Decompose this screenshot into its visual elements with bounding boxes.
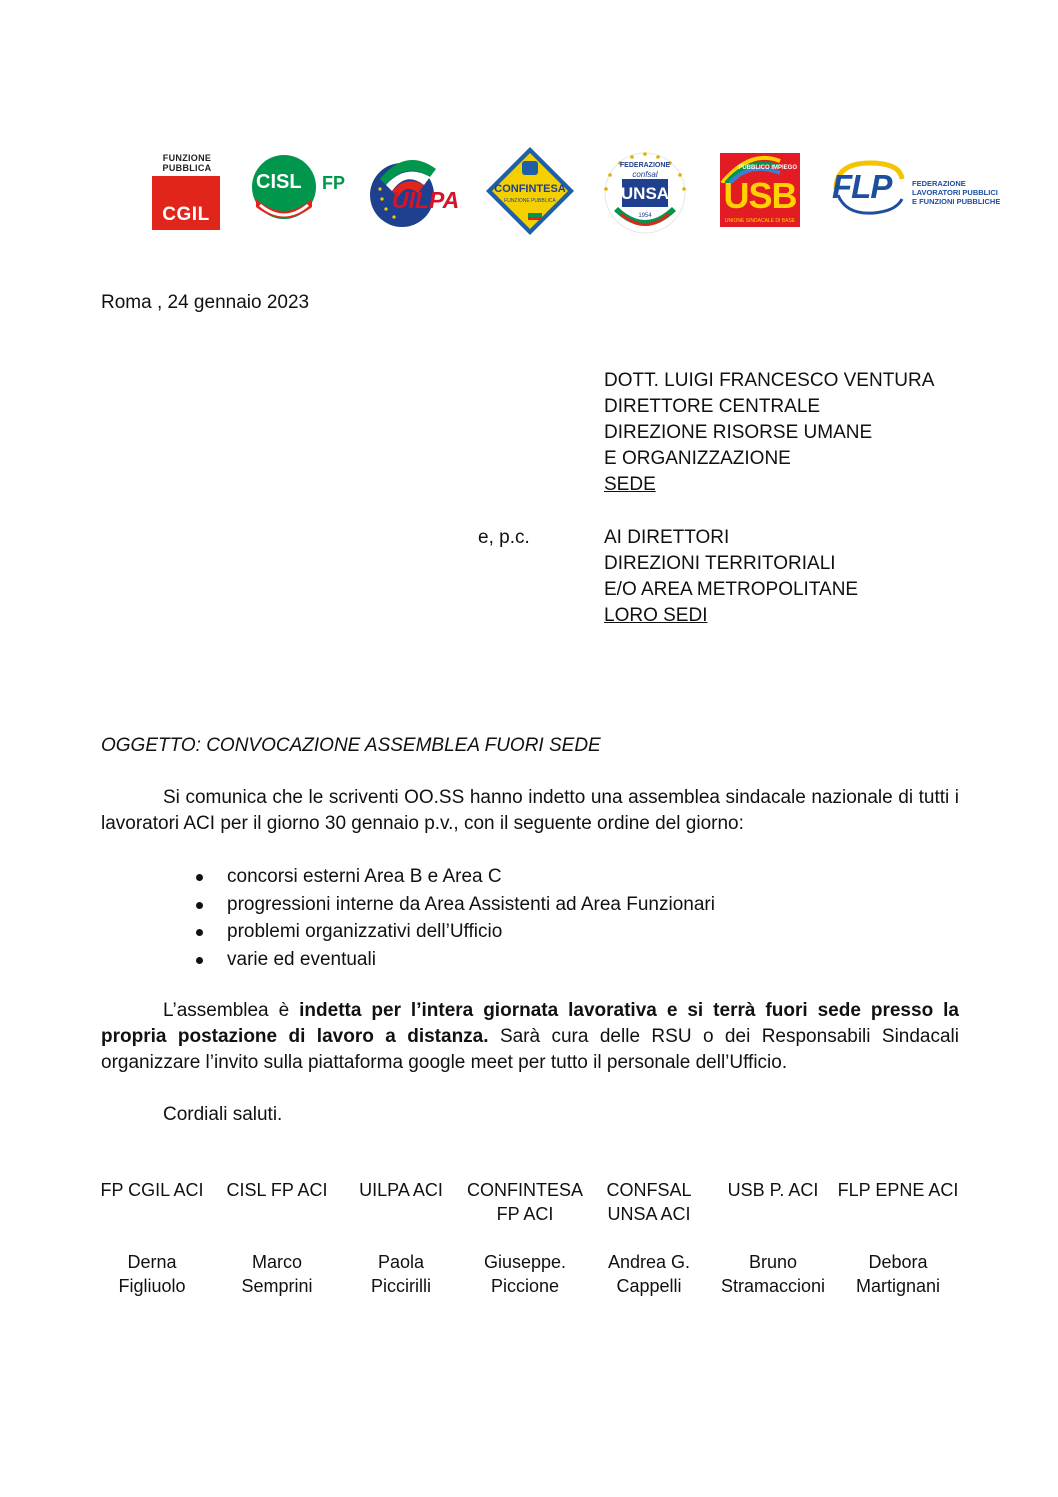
recipient-line: DOTT. LUIGI FRANCESCO VENTURA [604, 370, 935, 391]
signatory-last-name: Figliuolo [118, 1276, 186, 1296]
bullet-icon [196, 902, 203, 909]
signatory-last-name: Piccione [490, 1276, 560, 1296]
agenda-item-text: problemi organizzativi dell’Ufficio [227, 921, 503, 942]
signatory-last-name: Martignani [855, 1276, 941, 1296]
recipient-block [604, 368, 934, 498]
place-date: Roma , 24 gennaio 2023 [101, 292, 310, 313]
uilpa-logo [366, 153, 466, 229]
signatory-org: CONFINTESA [466, 1180, 583, 1200]
agenda-list [190, 863, 715, 973]
recipient-line: DIREZIONE RISORSE UMANE [604, 422, 873, 443]
signatory-org: CONFSAL [606, 1180, 692, 1200]
bullet-icon [196, 957, 203, 964]
cc-recipient-line: DIREZIONI TERRITORIALI [604, 553, 836, 574]
signatory-first-name: Bruno [748, 1252, 798, 1272]
cc-label: e, p.c. [478, 527, 530, 548]
cc-recipient-line: AI DIRETTORI [604, 527, 730, 548]
signatory-org: USB P. ACI [727, 1180, 819, 1200]
cc-recipient-block [604, 525, 858, 629]
usb-logo-text: USB [723, 175, 797, 216]
signatory [90, 1178, 214, 1298]
signatory-org: UILPA ACI [359, 1180, 443, 1200]
agenda-item [190, 891, 715, 919]
details-paragraph-end: Sarà cura delle RSU o dei Responsabili Sindacali organizzare l’invito sulla piattaforma google meet per tutto il personale dell’Ufficio. [101, 1026, 960, 1073]
signatory-org: FP CGIL ACI [100, 1180, 204, 1200]
cgil-logo-text: CGIL [162, 204, 210, 225]
flp-logo-text: FLP [832, 168, 892, 205]
recipient-sede: SEDE [604, 474, 656, 495]
cisl-fp-logo [250, 155, 350, 225]
recipient-line: E ORGANIZZAZIONE [604, 448, 791, 469]
intro-paragraph-text: Si comunica che le scriventi OO.SS hanno indetto una assemblea sindacale nazionale di tutti i lavoratori ACI per il giorno 30 gennaio p.v., con il seguente ordine del giorno: [101, 787, 959, 834]
agenda-item [190, 863, 715, 891]
cgil-logo [152, 153, 222, 229]
signatory-last-name: Piccirilli [371, 1276, 431, 1296]
cisl-logo-text: CISL [256, 171, 302, 193]
signatory-first-name: Marco [251, 1252, 302, 1272]
unsa-logo-top2: confsal [632, 170, 658, 179]
signatory-first-name: Derna [127, 1252, 177, 1272]
signatory [215, 1178, 339, 1298]
confintesa-logo [484, 145, 576, 237]
flp-logo [830, 159, 1010, 219]
cc-recipient-sedi: LORO SEDI [604, 605, 708, 626]
unsa-logo-top: FEDERAZIONE [619, 162, 671, 169]
bullet-icon [196, 874, 203, 881]
agenda-item-text: concorsi esterni Area B e Area C [227, 866, 502, 887]
signatory-last-name: Cappelli [616, 1276, 682, 1296]
uilpa-logo-text: UILPA [392, 187, 460, 213]
closing-greeting: Cordiali saluti. [163, 1104, 283, 1125]
signatory-first-name: Paola [377, 1252, 425, 1272]
signatory-first-name: Debora [868, 1252, 928, 1272]
usb-logo-top: PUBBLICO IMPIEGO [738, 165, 797, 171]
usb-logo-sub: UNIONE SINDACALE DI BASE [724, 218, 796, 224]
details-paragraph [101, 998, 959, 1076]
cgil-logo-top2: PUBBLICA [162, 163, 212, 173]
signatory [711, 1178, 835, 1298]
cc-recipient-line: E/O AREA METROPOLITANE [604, 579, 859, 600]
details-paragraph-start: L’assemblea è [163, 1000, 300, 1021]
unsa-logo-text: UNSA [620, 184, 670, 203]
cgil-logo-top: FUNZIONE [162, 153, 212, 163]
unsa-logo [598, 149, 692, 235]
signatory-first-name: Giuseppe. [483, 1252, 567, 1272]
signatory [836, 1178, 960, 1298]
agenda-item-text: progressioni interne da Area Assistenti ad Area Funzionari [227, 893, 715, 915]
signatory [587, 1178, 711, 1298]
confintesa-logo-sub: FUNZIONE PUBBLICA [504, 198, 556, 204]
signatory-first-name: Andrea G. [607, 1252, 691, 1272]
unsa-logo-sub: 1954 [638, 213, 652, 219]
agenda-item-text: varie ed eventuali [227, 948, 376, 970]
confintesa-logo-text: CONFINTESA [494, 183, 566, 195]
agenda-item [190, 946, 715, 974]
signatory-org-line2: UNSA ACI [607, 1204, 691, 1224]
signatory-org-line2: FP ACI [496, 1204, 554, 1224]
signatory [463, 1178, 587, 1298]
union-logos-row [150, 145, 1010, 240]
agenda-item [190, 918, 715, 946]
flp-logo-line2: LAVORATORI PUBBLICI [912, 188, 998, 197]
subject-line: OGGETTO: CONVOCAZIONE ASSEMBLEA FUORI SEDE [101, 735, 601, 756]
signatory [339, 1178, 463, 1298]
flp-logo-line3: E FUNZIONI PUBBLICHE [912, 197, 1001, 206]
signatory-org: CISL FP ACI [226, 1180, 328, 1200]
cisl-logo-suffix: FP [322, 173, 346, 193]
signatory-last-name: Stramaccioni [720, 1276, 826, 1296]
bullet-icon [196, 929, 203, 936]
recipient-line: DIRETTORE CENTRALE [604, 396, 821, 417]
intro-paragraph [101, 785, 959, 837]
signatory-last-name: Semprini [241, 1276, 313, 1296]
usb-logo [720, 153, 802, 229]
signatory-org: FLP EPNE ACI [837, 1180, 959, 1200]
details-paragraph-bold: indetta per l’intera giornata lavorativa e si terrà fuori sede presso la propria postazione di lavoro a distanza. [101, 1000, 959, 1047]
flp-logo-line1: FEDERAZIONE [912, 179, 966, 188]
